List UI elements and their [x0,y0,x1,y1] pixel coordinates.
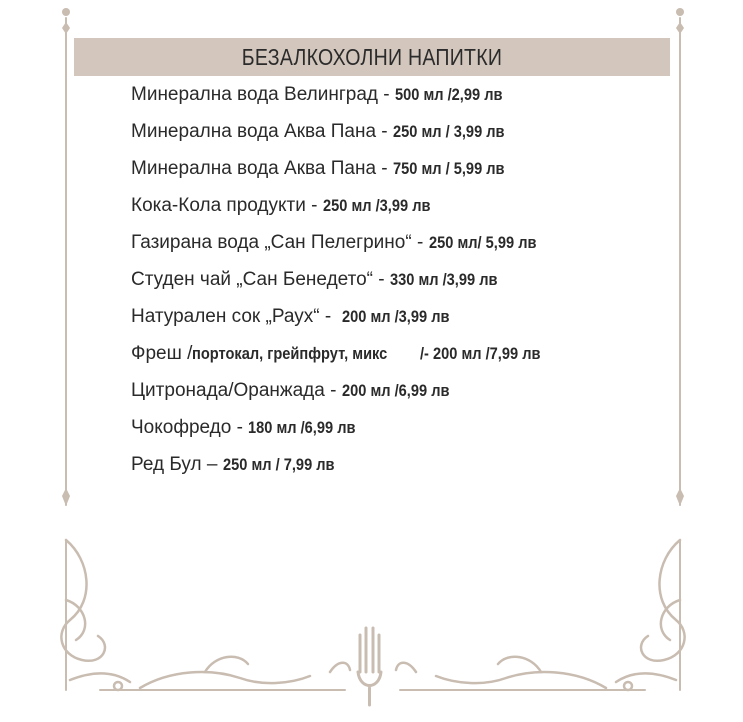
item-price: 200 мл /3,99 лв [341,307,450,326]
item-name: Ред Бул [131,454,202,475]
item-detail: портокал, грейпфрут, микс [192,344,388,363]
item-name: Минерална вода Аква Пана [131,121,377,142]
item-separator: - [319,306,342,327]
item-name: Чокофредо [131,417,232,438]
menu-item [131,191,560,228]
menu-item [131,413,560,450]
item-separator: - [377,84,395,105]
item-separator: - [376,121,393,142]
item-price: 250 мл / 3,99 лв [392,122,505,141]
menu-item [131,339,560,376]
menu-item [131,302,560,339]
item-name: Натурален сок „Раух“ [131,306,320,327]
menu-item [131,154,560,191]
item-price: 250 мл/ 5,99 лв [428,233,537,252]
menu-item [131,265,560,302]
menu-item [131,228,560,265]
item-name: Студен чай „Сан Бенедето“ [131,269,373,290]
menu-item [131,80,560,117]
item-name: Минерална вода Велинград [131,84,378,105]
menu-item [131,450,560,487]
floral-flourish-icon [61,540,350,690]
item-name: Кока-Кола продукти [131,195,306,216]
item-separator: - [376,158,393,179]
item-price: 250 мл /3,99 лв [322,196,431,215]
item-price: 750 мл / 5,99 лв [392,159,505,178]
item-price: /- 200 мл /7,99 лв [419,344,540,363]
item-name: Цитронада/Оранжада [131,380,325,401]
menu-item [131,117,560,154]
section-title: БЕЗАЛКОХОЛНИ НАПИТКИ [241,44,503,70]
item-price: 250 мл / 7,99 лв [222,455,335,474]
drinks-list [131,80,560,487]
item-price: 500 мл /2,99 лв [394,85,503,104]
item-name: Минерална вода Аква Пана [131,158,377,179]
item-separator: - [324,380,342,401]
fork-icon [358,628,381,705]
item-name: Газирана вода „Сан Пелегрино“ [131,232,412,253]
item-separator: - [231,417,249,438]
item-price: 180 мл /6,99 лв [248,418,356,437]
item-price: 330 мл /3,99 лв [389,270,498,289]
item-separator: - [411,232,429,253]
item-separator: - [372,269,390,290]
item-separator: - [305,195,323,216]
item-price: 200 мл /6,99 лв [341,381,450,400]
item-separator: – [201,454,223,475]
item-name: Фреш / [131,343,193,364]
menu-item [131,376,560,413]
